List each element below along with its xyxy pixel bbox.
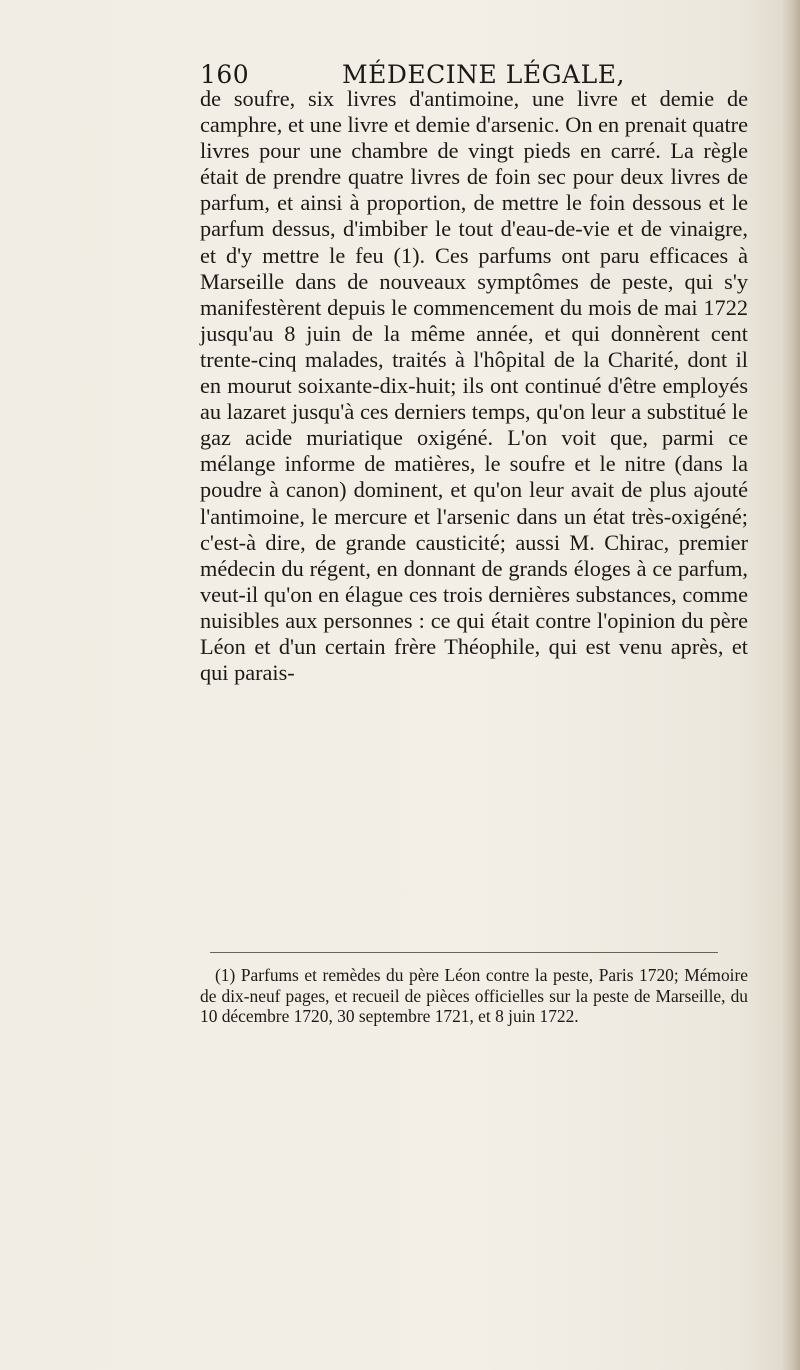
body-paragraph: de soufre, six livres d'antimoine, une livre et demie de camphre, et une livre et demie d'arsenic. On en prenait quatre livres pour une chambre de vingt pieds en carré. La règle était de prendre quatre livres de foin sec pour deux livres de parfum, et ainsi à proportion, de mettre le foin dessous et le parfum dessus, d'imbiber le tout d'eau-de-vie et de vinaigre, et d'y mettre le feu (1). Ces parfums ont paru efficaces à Marseille dans de nouveaux symptômes de peste, qui s'y manifestèrent depuis le commencement du mois de mai 1722 jusqu'au 8 juin de la même année, et qui donnèrent cent trente-cinq malades, traités à l'hôpital de la Charité, dont il en mourut soixante-dix-huit; ils ont continué d'être employés au lazaret jusqu'à ces derniers temps, qu'on leur a substitué le gaz acide muriatique oxigéné. L'on voit que, parmi ce mélange informe de matières, le soufre et le nitre (dans la poudre à canon) dominent, et qu'on leur avait de plus ajouté l'antimoine, le mercure et l'arsenic dans un état très-oxigéné; c'est-à dire, de grande causticité; aussi M. Chirac, premier médecin du régent, en donnant de grands éloges à ce parfum, veut-il qu'on en élague ces trois dernières substances, comme nuisibles aux personnes : ce qui était contre l'opinion du père Léon et d'un certain frère Théophile, qui est venu après, et qui parais- [200, 86, 748, 686]
body-text [200, 86, 748, 686]
footnote [200, 965, 748, 1027]
footnote-text: (1) Parfums et remèdes du père Léon contre la peste, Paris 1720; Mémoire de dix-neuf pages, et recueil de pièces officielles sur la peste de Marseille, du 10 décembre 1720, 30 septembre 1721, et 8 juin 1722. [200, 965, 748, 1027]
footnote-separator [210, 952, 718, 953]
page-number: 160 [200, 60, 250, 89]
page-edge-shadow [782, 0, 800, 1370]
running-title: MÉDECINE LÉGALE, [342, 60, 625, 89]
